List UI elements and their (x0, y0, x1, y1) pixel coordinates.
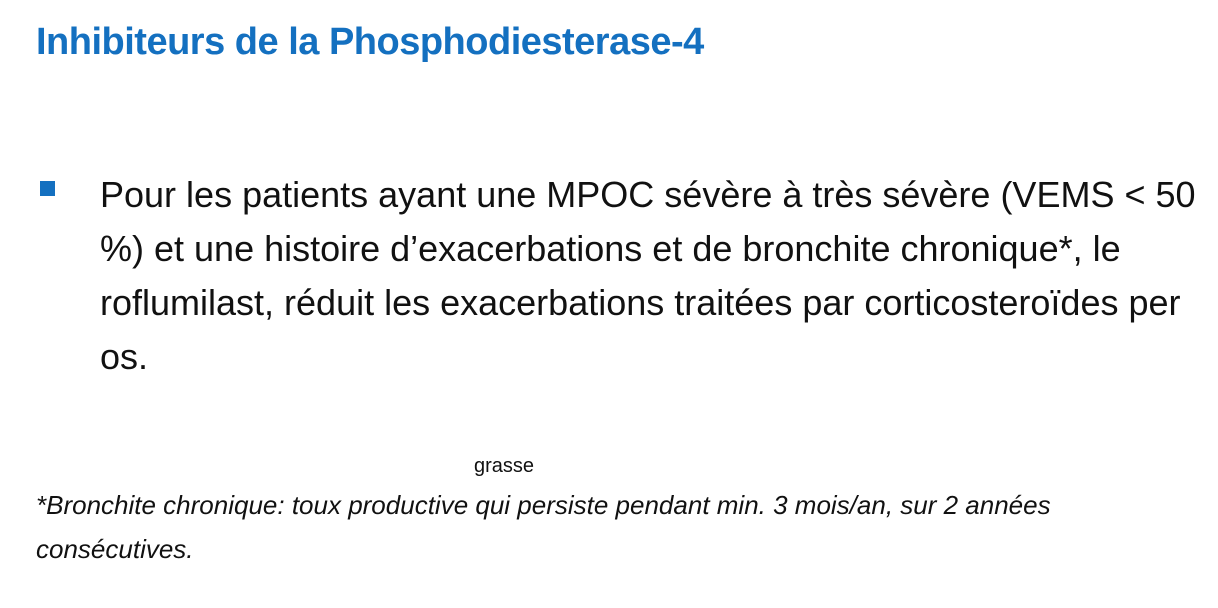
stray-note-text: grasse (474, 455, 535, 477)
footnote: *Bronchite chronique: toux productive qui persiste pendant min. 3 mois/an, sur 2 années consécutives. (36, 490, 1051, 564)
slide-title: Inhibiteurs de la Phosphodiesterase-4 (36, 21, 704, 63)
bullet-text: Pour les patients ayant une MPOC sévère à très sévère (VEMS < 50 %) et une histoire d’exacerbations et de bronchite chronique*, le roflumilast, réduit les exacerbations traitées par corticosteroïdes per os. (100, 174, 1196, 377)
square-bullet-icon (40, 181, 55, 196)
